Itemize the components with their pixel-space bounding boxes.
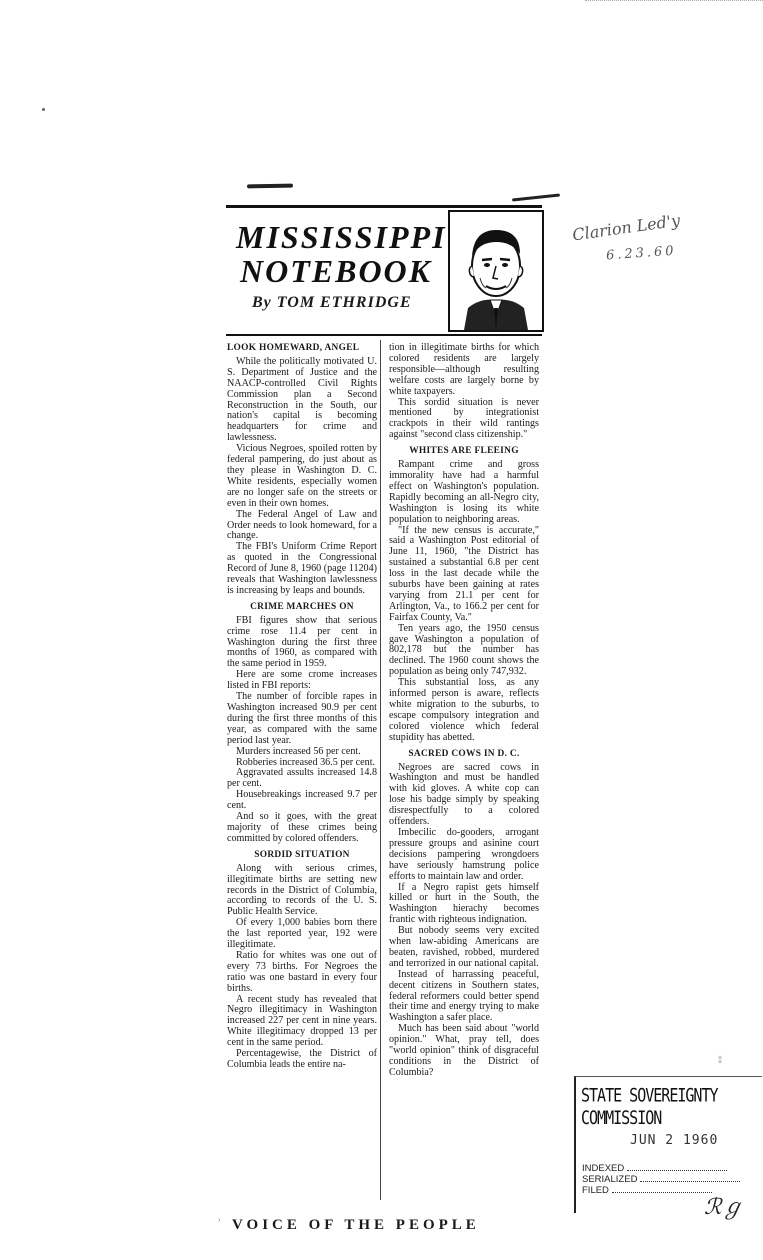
section-heading: SORDID SITUATION <box>254 849 350 860</box>
article-paragraph: tion in illegitimate births for which colored residents are largely responsible—although resulting welfare costs are largely borne by white taxpayers. <box>389 342 539 397</box>
article-paragraph: Instead of harrassing peaceful, decent citizens in Southern states, federal reformers could better spend their time and energy trying to make Washington a safer place. <box>389 968 539 1024</box>
article-paragraph: Much has been said about "world opinion." What, pray tell, does "world opinion" think of disgraceful conditions in the District of Columbia? <box>389 1023 539 1078</box>
article-paragraph: Rampant crime and gross immorality have had a harmful effect on Washington's population. Rapidly becoming an all-Negro city, Washington is losing its white population to neighboring areas. <box>389 459 539 525</box>
article-paragraph: A recent study has revealed that Negro illegitimacy in Washington increased 227 per cent in nine years. White illegitimacy dropped 13 per cent in the same period. <box>227 993 377 1049</box>
top-dotted-edge <box>585 0 763 1</box>
section-heading: CRIME MARCHES ON <box>250 601 354 612</box>
article-column-right <box>389 343 539 1079</box>
section-heading: LOOK HOMEWARD, ANGEL <box>227 343 360 353</box>
article-paragraph: Percentagewise, the District of Columbia leads the entire na- <box>227 1048 377 1070</box>
scan-speck <box>42 108 45 111</box>
author-portrait <box>448 210 544 332</box>
article-paragraph: This sordid situation is never mentioned by integrationist crackpots in their wild rantings against "second class citizenship." <box>389 396 539 441</box>
stamp-date: JUN 2 1960 <box>630 1133 719 1148</box>
article-paragraph: Here are some crome increases listed in FBI reports: <box>227 669 377 692</box>
article-paragraph: Ratio for whites was one out of every 73 births. For Negroes the ratio was one bastard in every four births. <box>227 949 377 994</box>
article-paragraph: FBI figures show that serious crime rose 11.4 per cent in Washington during the first three months of 1960, as compared with the same period in 1959. <box>227 614 377 670</box>
stamp-corner-mark: ⁑ <box>718 1056 722 1065</box>
article-paragraph: If a Negro rapist gets himself killed or hurt in the South, the Washington hierachy becomes frantic with righteous indignation. <box>389 881 539 926</box>
column-title <box>236 219 447 289</box>
article-paragraph: "If the new census is accurate," said a Washington Post editorial of June 11, 1960, "the District has sustained a substantial 6.8 per cent loss in the last decade while the suburbs have been gaining at rates varying from 21.1 per cent for Arlington, Va., to 166.2 per cent for Fairfax County, Va." <box>389 524 539 623</box>
stamp-title: STATE SOVEREIGNTY COMMISSION <box>581 1084 718 1129</box>
section-heading: WHITES ARE FLEEING <box>409 446 519 457</box>
article-paragraph: Along with serious crimes, illegitimate births are setting new records in the District of Columbia, according to records of the U. S. Public Health Service. <box>227 862 377 918</box>
article-paragraph: The number of forcible rapes in Washington increased 90.9 per cent during the first three months of this year, as compared with the same period last year. <box>227 691 377 746</box>
article-paragraph: Negroes are sacred cows in Washington and must be handled with kid gloves. A white cop can lose his badge simply by speaking disrespectfully to a colored offenders. <box>389 761 539 828</box>
byline: By TOM ETHRIDGE <box>252 294 412 311</box>
article-paragraph: The Federal Angel of Law and Order needs to look homeward, for a change. <box>227 508 377 542</box>
margin-mark: › <box>218 1216 221 1224</box>
column-divider <box>380 340 381 1200</box>
article-paragraph: Robberies increased 36.5 per cent. <box>236 756 376 768</box>
article-paragraph: Imbecilic do-gooders, arrogant pressure groups and asinine court decisions pampering wrongdoers have seriously hamstrung police efforts to maintain law and order. <box>389 826 539 882</box>
pen-mark-left <box>247 184 293 189</box>
stamp-field-serialized: SERIALIZED <box>582 1174 740 1185</box>
handwritten-date-note: 6.23.60 <box>605 243 678 264</box>
article-paragraph: This substantial loss, as any informed person is aware, reflects white migration to the suburbs, to escape compulsory integration and colored violence which federal stupidity has abetted. <box>389 677 539 743</box>
article-column-left <box>227 343 377 1071</box>
title-line-2: NOTEBOOK <box>239 253 432 289</box>
section-heading: SACRED COWS IN D. C. <box>408 748 520 759</box>
header-bottom-rule <box>226 334 542 336</box>
article-paragraph: While the politically motivated U. S. Department of Justice and the NAACP-controlled Civil Rights Commission plan a Second Reconstruction in the South, our nation's capital is becoming headquarters for crime and lawlessness. <box>227 355 377 444</box>
article-paragraph: Of every 1,000 babies born there the last reported year, 192 were illegitimate. <box>227 917 377 951</box>
pen-mark-right <box>512 193 560 201</box>
article-paragraph: Vicious Negroes, spoiled rotten by federal pampering, do just about as they please in Washington D. C. White residents, especially women are no longer safe on the streets or even in their own homes. <box>227 443 377 509</box>
title-line-1: MISSISSIPPI <box>236 219 447 255</box>
portrait-drawing <box>450 212 542 330</box>
stamp-signature: ℛℊ <box>704 1195 744 1220</box>
article-paragraph: Murders increased 56 per cent. <box>236 745 361 757</box>
clipping-top-rule <box>226 205 542 208</box>
handwritten-source-note: Clarion Led'y <box>571 210 682 245</box>
article-paragraph: Housebreakings increased 9.7 per cent. <box>227 789 377 812</box>
stamp-field-filed: FILED <box>582 1185 740 1196</box>
article-paragraph: The FBI's Uniform Crime Report as quoted in the Congressional Record of June 8, 1960 (page 11204) reveals that Washington lawlessness is increasing by leaps and bounds. <box>227 541 377 596</box>
article-paragraph: And so it goes, with the great majority of these crimes being committed by colored offenders. <box>227 811 377 844</box>
article-paragraph: Ten years ago, the 1950 census gave Washington a population of 802,178 but the number has declined. The 1960 count shows the population as being only 747,932. <box>389 622 539 678</box>
stamp-field-indexed: INDEXED <box>582 1163 740 1174</box>
article-paragraph: But nobody seems very excited when law-abiding Americans are beaten, ravished, robbed, murdered and terrorized in our national capital. <box>389 925 539 969</box>
next-column-banner: VOICE OF THE PEOPLE <box>232 1217 480 1233</box>
article-paragraph: Aggravated assults increased 14.8 per cent. <box>227 767 377 790</box>
